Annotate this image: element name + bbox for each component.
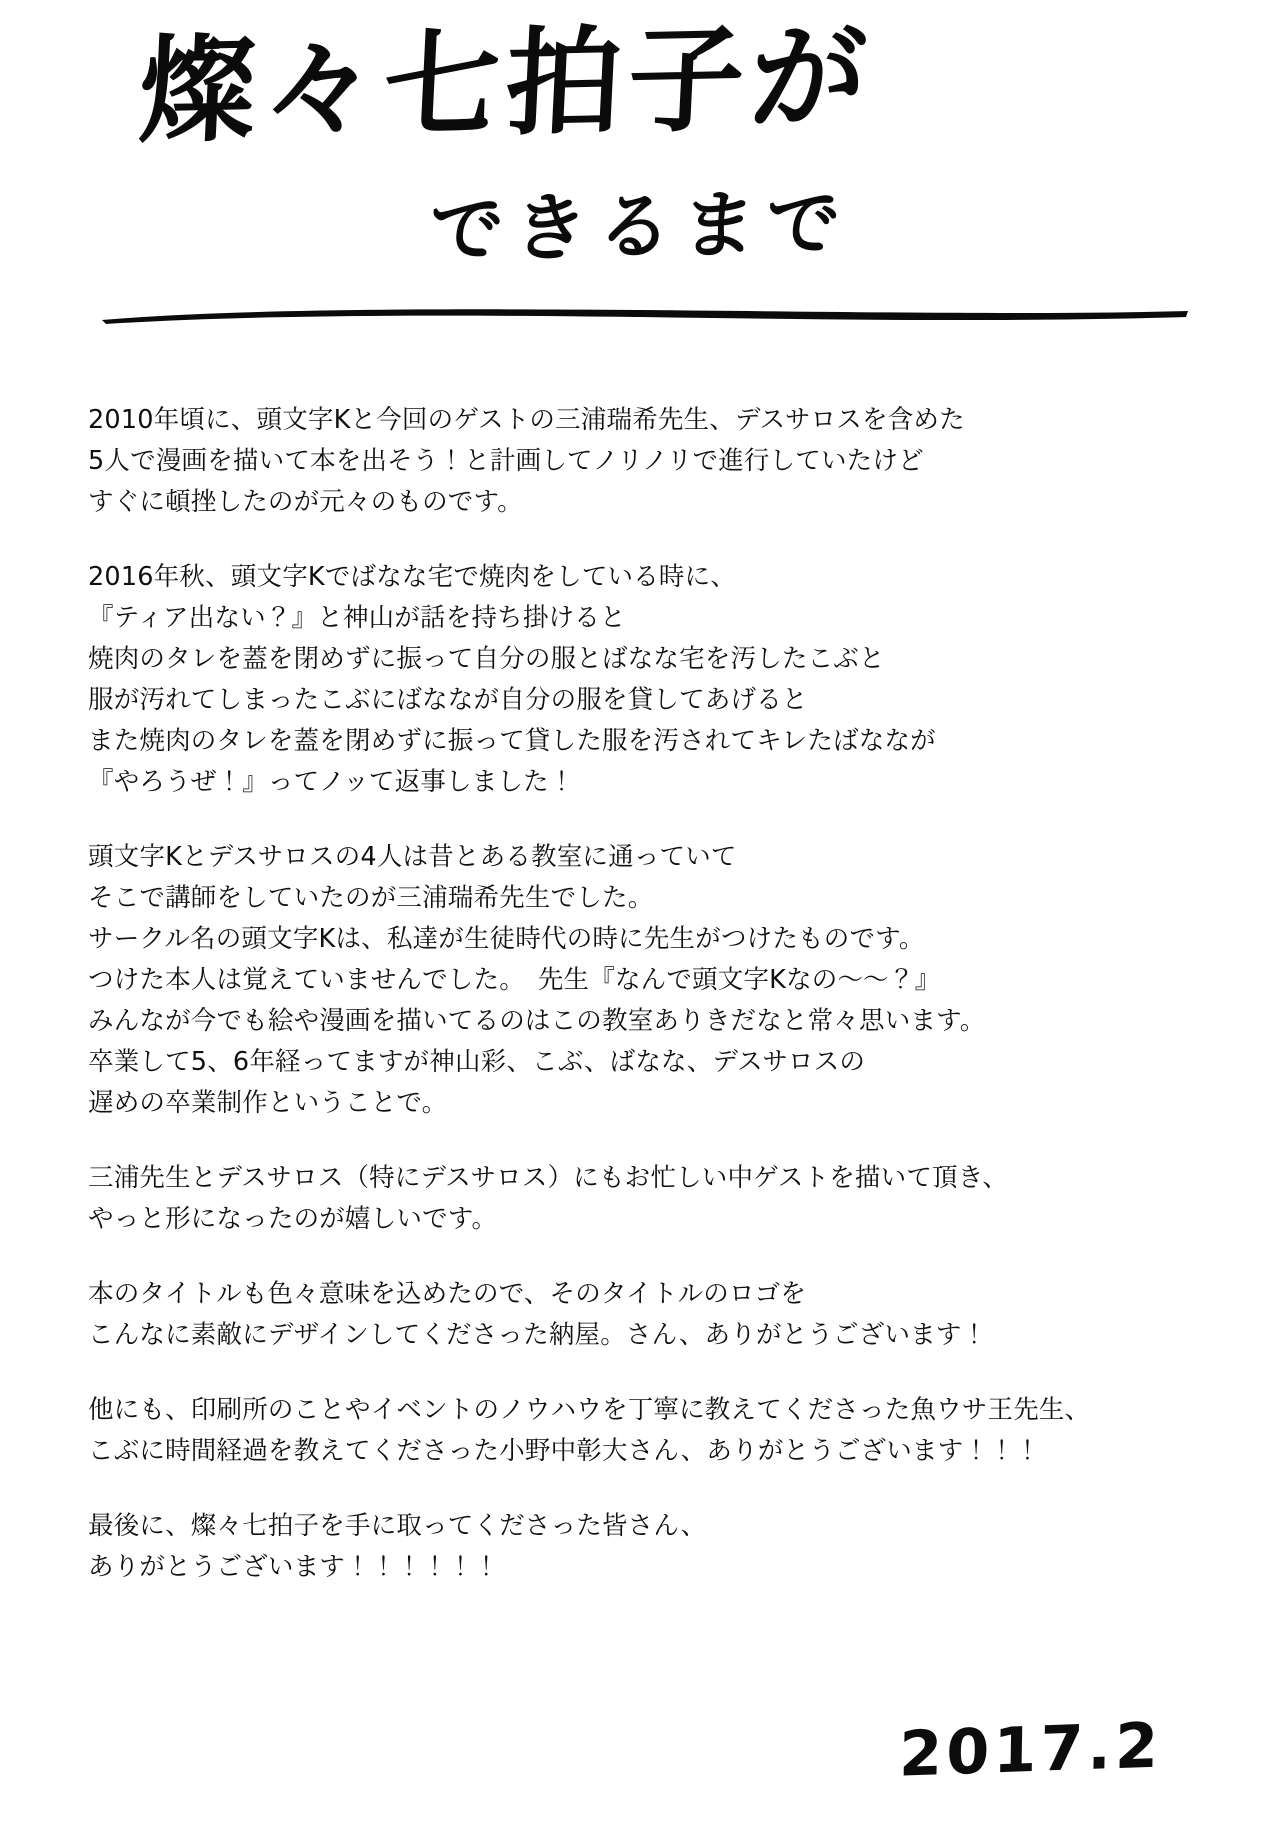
paragraph-line: つけた本人は覚えていませんでした。 先生『なんで頭文字Kなの〜〜？』 [88,965,941,995]
paragraph-line: 遅めの卒業制作ということで。 [88,1088,448,1118]
paragraph-line: 他にも、印刷所のことやイベントのノウハウを丁寧に教えてくださった魚ウサ王先生、 [88,1395,1091,1425]
paragraph-line: 『やろうぜ！』ってノッて返事しました！ [88,767,575,797]
paragraph-5 [88,1274,1208,1356]
paragraph-line: 5人で漫画を描いて本を出そう！と計画してノリノリで進行していたけど [88,446,924,476]
paragraph-4 [88,1158,1208,1240]
paragraph-line: 焼肉のタレを蓋を閉めずに振って自分の服とばなな宅を汚したこぶと [88,644,885,674]
paragraph-2 [88,557,1208,803]
paragraph-line: サークル名の頭文字Kは、私達が生徒時代の時に先生がつけたものです。 [88,924,925,954]
paragraph-line: 三浦先生とデスサロス（特にデスサロス）にもお忙しい中ゲストを描いて頂き、 [88,1163,1009,1193]
paragraph-line: 『ティア出ない？』と神山が話を持ち掛けると [88,603,626,633]
paragraph-line: すぐに頓挫したのが元々のものです。 [88,487,523,517]
paragraph-line: 服が汚れてしまったこぶにばななが自分の服を貸してあげると [88,685,808,715]
paragraph-line: そこで講師をしていたのが三浦瑞希先生でした。 [88,883,654,913]
paragraph-line: ありがとうございます！！！！！！ [88,1552,500,1582]
paragraph-line: 2016年秋、頭文字Kでばなな宅で焼肉をしている時に、 [88,562,737,592]
afterword-body [88,400,1208,1622]
paragraph-line: 2010年頃に、頭文字Kと今回のゲストの三浦瑞希先生、デスサロスを含めた [88,405,965,435]
paragraph-line: 頭文字Kとデスサロスの4人は昔とある教室に通っていて [88,842,737,872]
paragraph-line: 卒業して5、6年経ってますが神山彩、こぶ、ばなな、デスサロスの [88,1047,866,1077]
paragraph-line: やっと形になったのが嬉しいです。 [88,1204,498,1234]
paragraph-line: こんなに素敵にデザインしてくださった納屋。さん、ありがとうございます！ [88,1320,988,1350]
paragraph-7 [88,1506,1208,1588]
title-underline-stroke [100,308,1190,324]
date-signature: 2017.2 [898,1708,1163,1791]
title-logo [0,9,1280,318]
paragraph-line: 最後に、燦々七拍子を手に取ってくださった皆さん、 [88,1511,707,1541]
paragraph-3 [88,837,1208,1124]
paragraph-line: みんなが今でも絵や漫画を描いてるのはこの教室ありきだなと常々思います。 [88,1006,986,1036]
title-main-text: 燦々七拍子が [136,9,876,160]
paragraph-6 [88,1390,1208,1472]
paragraph-line: こぶに時間経過を教えてくださった小野中彰大さん、ありがとうございます！！！ [88,1436,1041,1466]
title-sub-text: できるまで [426,180,853,274]
paragraph-line: また焼肉のタレを蓋を閉めずに振って貸した服を汚されてキレたばななが [88,726,936,756]
paragraph-line: 本のタイトルも色々意味を込めたので、そのタイトルのロゴを [88,1279,807,1309]
paragraph-1 [88,400,1208,523]
